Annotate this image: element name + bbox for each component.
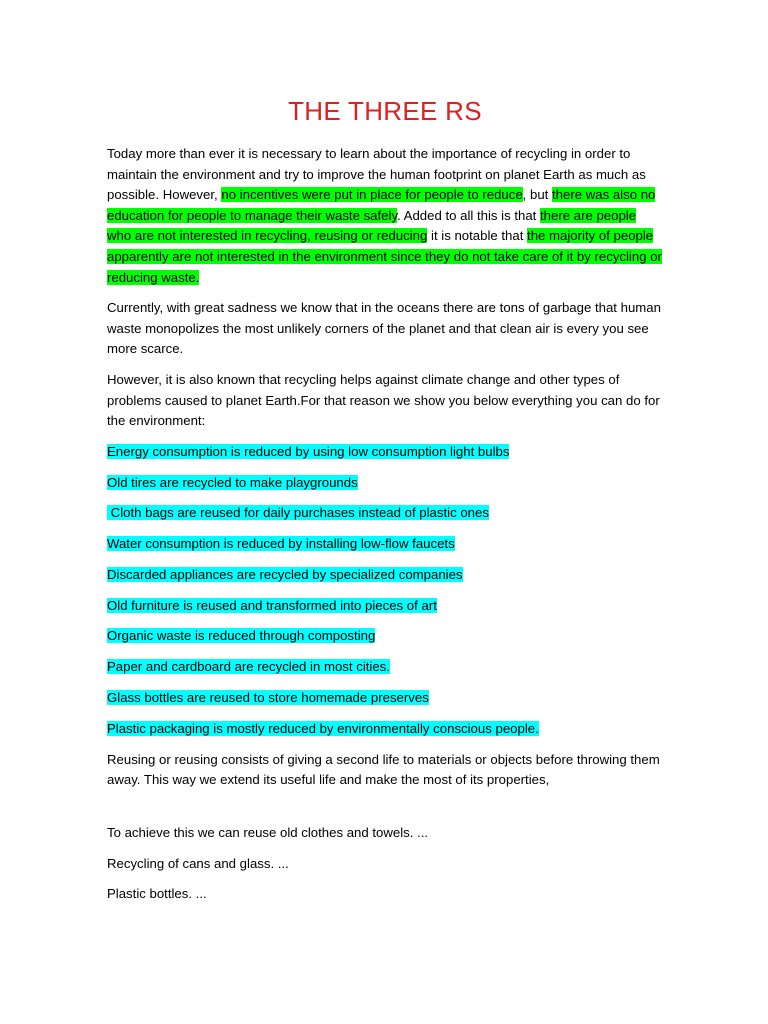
intro-text-2: , but — [522, 187, 552, 203]
closing-item: Plastic bottles. ... — [107, 886, 207, 902]
intro-highlight-3: there are people who are not interested in recycling, reusing or reducing — [107, 207, 637, 244]
page-title: THE THREE RS — [288, 96, 482, 126]
list-item-text: Old furniture is reused and transformed into pieces of art — [107, 597, 437, 613]
list-item-text: Organic waste is reduced through composting — [107, 628, 376, 644]
list-item-text: Energy consumption is reduced by using low consumption light bulbs — [107, 443, 510, 459]
list-item — [107, 688, 663, 709]
closing-item: To achieve this we can reuse old clothes and towels. ... — [107, 824, 429, 840]
list-item — [107, 503, 663, 524]
intro-highlight-2: there was also no education for people to manage their waste safely — [107, 187, 656, 223]
blank-line — [107, 801, 663, 823]
intro-text-3: . Added to all this is that — [397, 207, 541, 223]
list-item-text: Cloth bags are reused for daily purchases instead of plastic ones — [107, 505, 489, 521]
list-item — [107, 596, 663, 617]
list-item — [107, 442, 663, 463]
oceans-paragraph: Currently, with great sadness we know that in the oceans there are tons of garbage that human waste monopolizes the most unlikely corners of the planet and that clean air is every you see more scarce. — [107, 300, 661, 357]
intro-paragraph — [107, 144, 663, 288]
list-item-text: Discarded appliances are recycled by specialized companies — [107, 566, 463, 582]
list-item — [107, 534, 663, 555]
intro-text-1: Today more than ever it is necessary to learn about the importance of recycling in order to maintain the environment and try to improve the human footprint on planet Earth as much as possible. However, — [107, 146, 646, 203]
list-item — [107, 719, 663, 740]
intro-text-4: it is notable that — [427, 228, 528, 244]
closing-list — [107, 823, 663, 905]
list-item-text: Glass bottles are reused to store homemade preserves — [107, 689, 429, 705]
actions-list — [107, 442, 663, 740]
list-item — [107, 657, 663, 678]
document-page — [107, 92, 663, 915]
closing-item: Recycling of cans and glass. ... — [107, 855, 289, 871]
list-item — [107, 565, 663, 586]
list-item — [107, 473, 663, 494]
list-item-text: Plastic packaging is mostly reduced by environmentally conscious people. — [107, 720, 539, 736]
list-item-text: Paper and cardboard are recycled in most cities. — [107, 659, 390, 675]
list-item-text: Old tires are recycled to make playgrounds — [107, 474, 358, 490]
reuse-paragraph: Reusing or reusing consists of giving a second life to materials or objects before throwing them away. This way we extend its useful life and make the most of its properties, — [107, 751, 660, 788]
list-item — [107, 626, 663, 647]
list-item-text: Water consumption is reduced by installing low-flow faucets — [107, 536, 455, 552]
climate-paragraph: However, it is also known that recycling helps against climate change and other types of problems caused to planet Earth.For that reason we show you below everything you can do for the environment: — [107, 371, 660, 429]
intro-highlight-1: no incentives were put in place for people to reduce — [221, 187, 523, 203]
intro-highlight-4: the majority of people apparently are not interested in the environment since they do not take care of it by recycling or reducing waste. — [107, 228, 662, 285]
